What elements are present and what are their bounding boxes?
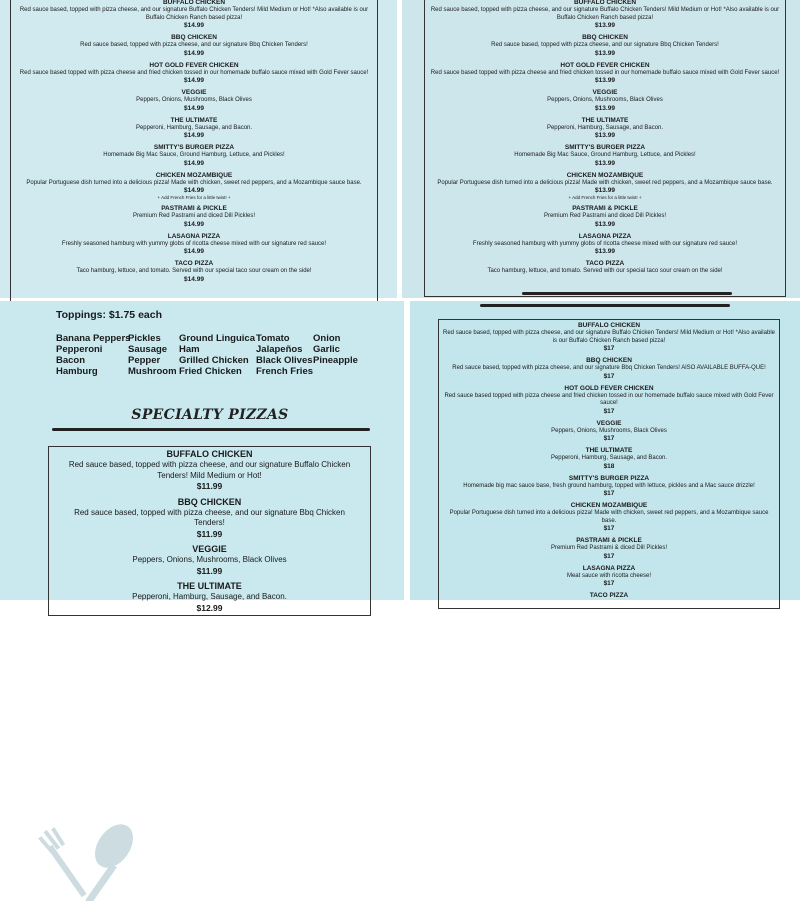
item-price: $17 (603, 435, 615, 442)
menu-items (425, 0, 785, 276)
menu-panel-bottom-left (0, 301, 404, 613)
item-description: Taco hamburg, lettuce, and tomato. Served with our special taco sour cream on the side! (76, 268, 312, 274)
item-description: Red sauce based topped with pizza cheese and fried chicken tossed in our homemade buffalo sauce mixed with Gold Fever sauce! (19, 69, 369, 76)
item-description: Homemade Big Mac Sauce, Ground Hamburg, Lettuce, and Pickles! (514, 152, 696, 158)
menu-item (425, 89, 785, 113)
menu-item (425, 233, 785, 257)
item-name: VEGGIE (596, 419, 622, 427)
menu-item (425, 205, 785, 229)
menu-item (425, 144, 785, 168)
menu-item (439, 502, 779, 533)
item-price: $14.99 (184, 275, 204, 283)
item-price: $18 (603, 462, 615, 470)
menu-panel-top-right (402, 0, 800, 298)
menu-item (439, 322, 779, 353)
topping: Pickles (128, 333, 161, 344)
item-name: THE ULTIMATE (177, 581, 242, 591)
item-description: Red sauce based, topped with pizza cheese, and our signature Bbq Chicken Tenders! (491, 42, 719, 48)
menu-item (11, 233, 377, 257)
menu-item (11, 117, 377, 141)
item-name: BUFFALO CHICKEN (166, 449, 253, 459)
item-price: $14.99 (184, 220, 204, 228)
item-name: PASTRAMI & PICKLE (572, 205, 638, 212)
menu-items (49, 449, 370, 618)
menu-item (11, 62, 377, 86)
brush-stroke-divider (480, 304, 730, 307)
fork-spoon-icon (34, 821, 154, 901)
item-name: TACO PIZZA (174, 260, 214, 267)
toppings-column (179, 333, 255, 377)
topping: Onion (313, 333, 341, 344)
item-description: Homemade Big Mac Sauce, Ground Hamburg, Lettuce, and Pickles! (103, 152, 285, 158)
topping: Ham (179, 344, 200, 355)
topping: Ground Linguica (179, 333, 255, 344)
menu-item (11, 205, 377, 229)
item-price: $17 (603, 552, 615, 560)
item-price: $14.99 (184, 132, 204, 139)
topping: Grilled Chicken (179, 355, 249, 366)
item-price: $17 (603, 372, 615, 380)
item-price: $12.99 (196, 602, 223, 613)
item-description: Red sauce based, topped with pizza cheese, and our signature Bbq Chicken Tenders! (74, 507, 345, 527)
menu-item (11, 172, 377, 202)
item-description: Peppers, Onions, Mushrooms, Black Olives (136, 97, 252, 103)
menu-item (439, 537, 779, 561)
item-description: Red sauce based, topped with pizza cheese, and our signature Buffalo Chicken Tenders! Mild Medium or Hot! *Also available is our Buffalo Chicken Ranch based pizza! (430, 7, 780, 21)
item-description: Red sauce based, topped with pizza cheese, and our signature Buffalo Chicken Tenders! Mild Medium or Hot! *Also available is our Buffalo Chicken Ranch based pizza! (19, 7, 369, 21)
item-price: $13.99 (595, 220, 615, 228)
item-description: Premium Red Pastrami and diced Dill Pickles! (132, 213, 256, 219)
item-price: $17 (603, 345, 615, 352)
item-description: Red sauce based, topped with pizza cheese, and our signature Buffalo Chicken Tenders! Mild Medium or Hot! (68, 460, 351, 480)
item-description: Pepperoni, Hamburg, Sausage, and Bacon. (135, 124, 253, 131)
item-price: $17 (603, 580, 615, 587)
item-description: Premium Red Pastrami & diced Dill Pickles! (550, 545, 668, 551)
item-name: LASAGNA PIZZA (582, 564, 636, 572)
toppings-column (313, 333, 358, 366)
item-description: Premium Red Pastrami and diced Dill Pickles! (543, 213, 667, 219)
item-name: SMITTY'S BURGER PIZZA (153, 144, 235, 151)
topping: Bacon (56, 355, 86, 366)
item-description: Red sauce based, topped with pizza cheese, and our signature Buffalo Chicken Tenders! Mild Medium or Hot! *Also available is our Buffalo Chicken Ranch based pizza! (443, 330, 775, 344)
item-description: Peppers, Onions, Mushrooms, Black Olives (551, 427, 667, 434)
item-description: Freshly seasoned hamburg with yummy globs of ricotta cheese mixed with our signature red sauce! (61, 240, 327, 247)
item-description: Freshly seasoned hamburg with yummy globs of ricotta cheese mixed with our signature red sauce! (472, 240, 738, 247)
menu-item (11, 0, 377, 30)
menu-panel-bottom-right (410, 301, 800, 600)
menu-box (424, 0, 786, 297)
menu-item (425, 172, 785, 202)
topping: Pineapple (313, 355, 358, 366)
item-name: BBQ CHICKEN (177, 496, 242, 507)
item-price: $17 (603, 525, 615, 532)
item-name: BBQ CHICKEN (171, 34, 217, 41)
brush-stroke-divider (522, 292, 732, 295)
item-name: CHICKEN MOZAMBIQUE (155, 171, 233, 179)
item-price: $11.99 (196, 528, 223, 539)
item-name: VEGGIE (192, 544, 227, 554)
topping: Black Olives (256, 355, 313, 366)
topping: French Fries (256, 366, 314, 377)
item-description: Pepperoni, Hamburg, Sausage, and Bacon. (132, 592, 287, 601)
item-description: Taco hamburg, lettuce, and tomato. Served with our special taco sour cream on the side! (487, 268, 723, 274)
menu-item (425, 34, 785, 58)
menu-item (425, 260, 785, 276)
toppings-column (56, 333, 130, 377)
item-description: Red sauce based topped with pizza cheese and fried chicken tossed in our homemade buffalo sauce mixed with Gold Fever sauce! (444, 392, 774, 406)
item-name: BBQ CHICKEN (586, 357, 632, 364)
item-price: $14.99 (184, 22, 204, 29)
menu-item (425, 62, 785, 86)
menu-box (10, 0, 378, 304)
item-name: VEGGIE (181, 89, 207, 96)
item-name: HOT GOLD FEVER CHICKEN (560, 61, 650, 69)
item-price: $14.99 (184, 77, 204, 84)
item-description: Popular Portuguese dish turned into a delicious pizza! Made with chicken, sweet red peppers, and a Mozambique sauce base. (449, 510, 769, 524)
topping: Pepper (128, 355, 161, 366)
item-price: $14.99 (184, 248, 204, 255)
item-name: CHICKEN MOZAMBIQUE (570, 502, 648, 509)
menu-items (11, 0, 377, 284)
menu-box (438, 319, 780, 609)
item-name: SMITTY'S BURGER PIZZA (568, 474, 650, 482)
item-name: PASTRAMI & PICKLE (161, 205, 227, 212)
topping: Banana Peppers (56, 333, 131, 344)
menu-item (11, 89, 377, 113)
item-price: $11.99 (196, 565, 223, 576)
menu-item (439, 420, 779, 444)
topping: Sausage (128, 344, 168, 355)
item-description: Homemade big mac sauce base, fresh ground hamburg, topped with lettuce, pickles and a Mac sauce drizzle! (463, 482, 755, 489)
item-description: Red sauce based, topped with pizza cheese, and our signature Bbq Chicken Tenders! (80, 42, 308, 48)
item-price: $13.99 (595, 77, 615, 84)
menu-item (439, 592, 779, 600)
menu-item (439, 475, 779, 499)
item-price: $13.99 (595, 49, 615, 57)
item-name: THE ULTIMATE (581, 116, 629, 124)
item-name: PASTRAMI & PICKLE (576, 537, 642, 544)
menu-item (11, 260, 377, 284)
item-name: LASAGNA PIZZA (167, 232, 221, 240)
menu-item (439, 385, 779, 416)
item-name: SMITTY'S BURGER PIZZA (564, 144, 646, 151)
item-price: $14.99 (184, 104, 204, 112)
menu-item (49, 544, 370, 576)
menu-item (49, 497, 370, 540)
item-price: $13.99 (595, 22, 615, 29)
menu-panel-top-left (0, 0, 397, 298)
item-name: TACO PIZZA (585, 260, 625, 267)
menu-item (439, 565, 779, 589)
menu-item (425, 117, 785, 141)
brush-stroke-divider (52, 428, 370, 431)
toppings-column (128, 333, 177, 377)
menu-box (48, 446, 371, 616)
item-price: $13.99 (595, 159, 615, 167)
item-name: HOT GOLD FEVER CHICKEN (564, 384, 654, 392)
menu-item (49, 581, 370, 613)
item-description: Meat sauce with ricotta cheese! (566, 572, 652, 579)
menu-item (439, 447, 779, 471)
menu-item (49, 449, 370, 492)
item-name: BBQ CHICKEN (582, 34, 628, 41)
item-name: THE ULTIMATE (170, 116, 218, 124)
topping: Tomato (256, 333, 290, 344)
item-name: TACO PIZZA (589, 592, 629, 599)
item-name: BUFFALO CHICKEN (573, 0, 637, 6)
item-price: $13.99 (595, 132, 615, 139)
item-price: $17 (603, 407, 615, 415)
item-price: $14.99 (184, 187, 204, 194)
item-name: BUFFALO CHICKEN (577, 322, 641, 329)
topping: Hamburg (56, 366, 98, 377)
topping: Garlic (313, 344, 340, 355)
item-description: Pepperoni, Hamburg, Sausage, and Bacon. (550, 455, 668, 461)
item-name: CHICKEN MOZAMBIQUE (566, 171, 644, 179)
item-name: THE ULTIMATE (585, 447, 633, 454)
item-name: BUFFALO CHICKEN (162, 0, 226, 6)
specialty-pizzas-heading: SPECIALTY PIZZAS (131, 407, 289, 423)
item-name: HOT GOLD FEVER CHICKEN (149, 61, 239, 69)
menu-item (425, 0, 785, 30)
toppings-title: Toppings: $1.75 each (56, 309, 162, 321)
item-price: $14.99 (184, 49, 204, 57)
topping: Jalapeños (256, 344, 303, 355)
item-description: Peppers, Onions, Mushrooms, Black Olives (132, 555, 287, 564)
item-price: $11.99 (196, 481, 223, 491)
item-description: Red sauce based topped with pizza cheese and fried chicken tossed in our homemade buffalo sauce mixed with Gold Fever sauce! (430, 69, 780, 76)
menu-item (439, 357, 779, 381)
menu-item (11, 144, 377, 168)
item-price: $14.99 (184, 159, 204, 167)
topping: Pepperoni (56, 344, 103, 355)
menu-item (11, 34, 377, 58)
topping: Mushroom (128, 366, 177, 377)
item-description: Popular Portuguese dish turned into a delicious pizza! Made with chicken, sweet red peppers, and a Mozambique sauce base. (26, 179, 362, 186)
item-note: + Add French Fries for a little twist! + (157, 195, 231, 200)
item-price: $17 (603, 490, 615, 497)
menu-items (439, 322, 779, 600)
item-price: $13.99 (595, 104, 615, 112)
item-description: Popular Portuguese dish turned into a delicious pizza! Made with chicken, sweet red peppers, and a Mozambique sauce base. (437, 179, 773, 186)
item-name: LASAGNA PIZZA (578, 232, 632, 240)
item-description: Pepperoni, Hamburg, Sausage, and Bacon. (546, 124, 664, 131)
item-price: $13.99 (595, 187, 615, 194)
item-description: Red sauce based, topped with pizza cheese, and our signature Bbq Chicken Tenders! AlSO AVAILABLE BUFFA-QUE! (452, 365, 766, 371)
toppings-column (256, 333, 313, 377)
topping: Fried Chicken (179, 366, 242, 377)
item-note: + Add French Fries for a little twist! + (568, 195, 642, 200)
item-description: Peppers, Onions, Mushrooms, Black Olives (547, 97, 663, 103)
item-name: VEGGIE (592, 89, 618, 96)
item-price: $13.99 (595, 248, 615, 255)
